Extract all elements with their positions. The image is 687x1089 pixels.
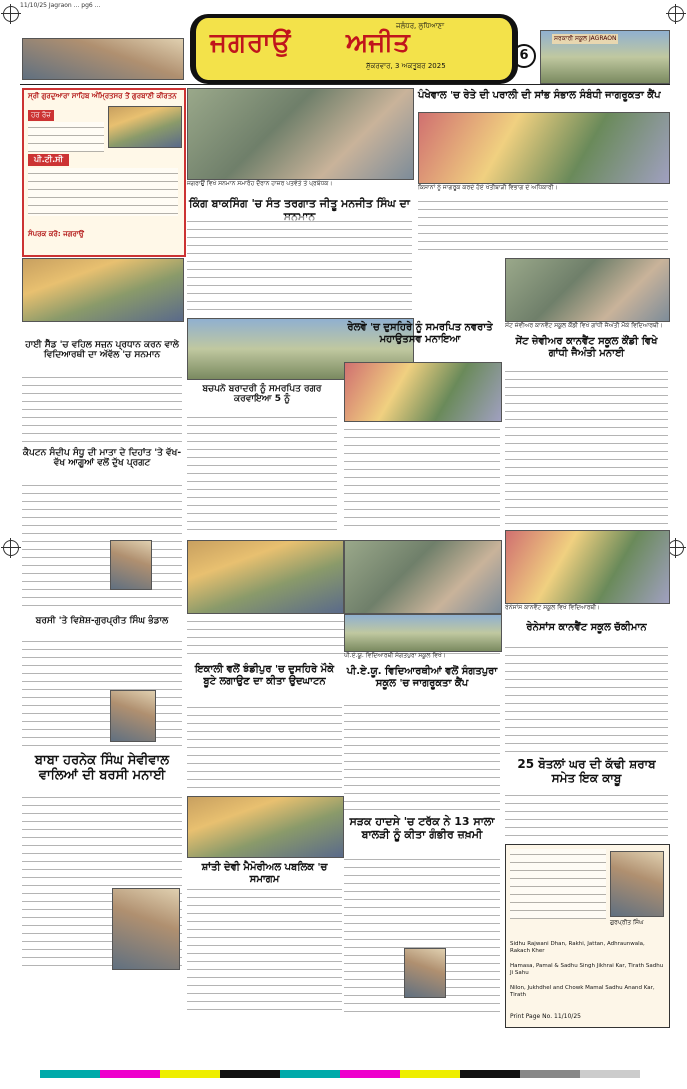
ad-tag: ਪੀ.ਟੀ.ਸੀ xyxy=(28,154,69,166)
masthead-title-left: ਜਗਰਾਉਂ xyxy=(210,28,292,58)
article1-headline: ਕਿੰਗ ਬਾਕਸਿੰਗ 'ਚ ਸੰਤ ਤਰਗਾਤ ਜੀਤੂ ਮਨਜੀਤ ਸਿੰਘ ਦਾ xyxy=(189,197,410,210)
article15-text xyxy=(187,884,342,1014)
article1-caption: ਜਗਰਾਉਂ ਵਿਖੇ ਸਨਮਾਨ ਸਮਾਰੋਹ ਦੌਰਾਨ ਹਾਜ਼ਰ ਪਤਵੰਤੇ ਤੇ ਪ੍ਰਬੰਧਕ। xyxy=(187,180,333,187)
article12-portrait xyxy=(112,888,180,970)
masthead-date: ਸ਼ੁੱਕਰਵਾਰ, 3 ਅਕਤੂਬਰ 2025 xyxy=(366,62,446,70)
article13-headline: 25 ਬੋਤਲਾਂ ਘਰ ਦੀ ਕੱਢੀ ਸ਼ਰਾਬ ਸਮੇਤ ਇਕ ਕਾਬੂ xyxy=(517,757,656,785)
article3-headline: ਹਾਈ ਸੈੱਡ 'ਚ ਵਹਿਲ ਸਜ਼ਨ ਪ੍ਰਧਾਨ ਕਰਨ ਵਾਲੇ ਵਿਦਿਆਰਥੀ ਦਾ ਅੱਵੱਲ 'ਚ ਸਨਮਾਨ xyxy=(25,340,179,361)
bottom-ad-portrait xyxy=(610,851,664,917)
article10-text xyxy=(344,700,500,810)
article5-text xyxy=(505,366,668,526)
bottom-ad-line2: Sidhu Rajwani Dhan, Rakhi, Jattan, Adhraunwala, Rakach Kher xyxy=(510,941,645,954)
ad-photo xyxy=(108,106,182,148)
center-photo-4 xyxy=(344,540,502,614)
article10-caption: ਪੀ.ਏ.ਯੂ. ਵਿਦਿਆਰਥੀ ਸੰਗਤਪੁਰਾ ਸਕੂਲ ਵਿਖੇ। xyxy=(344,652,446,659)
bottom-ad-footer: Print Page No. 11/10/25 xyxy=(510,1013,581,1020)
center-photo-3 xyxy=(187,540,344,614)
page-number: 6 xyxy=(512,44,536,68)
article6-text xyxy=(22,480,182,610)
article2-photo xyxy=(418,112,670,184)
registration-mark-top-right xyxy=(668,6,684,22)
masthead-title-right: ਅਜੀਤ xyxy=(346,28,410,58)
article11-caption: ਰੇਨੇਸਾਂਸ ਕਾਨਵੈਂਟ ਸਕੂਲ ਵਿਖੇ ਵਿਦਿਆਰਥੀ। xyxy=(505,604,601,611)
center-photo-5 xyxy=(187,796,344,858)
article7-headline: ਬਚਪਨੋ ਬਰਾਦਰੀ ਨੂੰ ਸਮਰਪਿਤ ਰਗਰ ਕਰਵਾਇਆ 5 ਨੂੰ xyxy=(202,384,322,405)
masthead-tagline: ਜਲੰਧਰ, ਲੁਧਿਆਣਾ xyxy=(396,22,445,30)
gurbani-ad xyxy=(22,88,186,257)
article11-headline: ਰੇਨੇਸਾਂਸ ਕਾਨਵੈਂਟ ਸਕੂਲ ਚੱਕੀਮਾਨ xyxy=(526,622,647,633)
article2-headline: ਪੰਖੇਵਾਲ 'ਚ ਰੇਤੇ ਦੀ ਪਰਾਲੀ ਦੀ ਸਾਂਭ ਸੰਭਾਲ ਸੰਬੰਧੀ ਜਾਗਰੂਕਤਾ ਕੈਂਪ xyxy=(418,90,661,101)
article9-portrait xyxy=(110,690,156,742)
article11-photo xyxy=(505,530,670,604)
bottom-ad-text xyxy=(510,849,606,919)
article11-text xyxy=(505,642,668,752)
registration-mark-right xyxy=(668,540,684,556)
article1-text xyxy=(187,216,412,316)
article4-photo xyxy=(344,362,502,422)
bottom-ad xyxy=(505,844,670,1028)
article14-headline: ਸੜਕ ਹਾਦਸੇ 'ਚ ਟਰੱਕ ਨੇ 13 ਸਾਲਾ ਬਾਲੜੀ ਨੂੰ ਕੀਤਾ ਗੰਭੀਰ ਜ਼ਖ਼ਮੀ xyxy=(349,815,495,841)
ad-footer: ਸੰਪਰਕ ਕਰੋ: ਜਗਰਾਉਂ xyxy=(28,230,84,238)
article6-headline: ਕੈਪਟਨ ਸੰਦੀਪ ਸੰਧੂ ਦੀ ਮਾਤਾ ਦੇ ਦਿਹਾਂਤ 'ਤੇ ਵੱਖ-ਵੱਖ ਆਗੂਆਂ ਵਲੋਂ ਦੁੱਖ ਪ੍ਰਗਟ xyxy=(22,448,182,469)
article2-text xyxy=(418,196,668,256)
article5-photo xyxy=(505,258,670,322)
color-bar xyxy=(40,1070,640,1078)
ad-body-text-2 xyxy=(28,168,178,216)
registration-mark-left xyxy=(3,540,19,556)
article4-text xyxy=(344,424,500,532)
left-photo-1 xyxy=(22,258,184,322)
article15-headline: ਸ਼ਾਂਤੀ ਦੇਵੀ ਮੈਮੋਰੀਅਲ ਪਬਲਿਕ 'ਚ ਸਮਾਗਮ xyxy=(201,862,328,885)
bottom-ad-name: ਗੁਰਪ੍ਰੀਤ ਸਿੰਘ xyxy=(610,919,644,926)
bottom-ad-line4: Nilon, Jukhdhel and Chowk Mamal Sadhu Anand Kar, Tirath xyxy=(510,985,655,998)
masthead-photo-left xyxy=(22,38,184,80)
masthead-right-photo-label: ਸਰਕਾਰੀ ਸਕੂਲ JAGRAON xyxy=(554,35,617,42)
article12-headline: ਬਾਬਾ ਹਰਨੇਕ ਸਿੰਘ ਸੇਵੀਵਾਲ ਵਾਲਿਆਂ ਦੀ ਬਰਸੀ ਮਨਾਈ xyxy=(34,753,170,783)
ad-subtitle: ਹਰ ਰੋਜ਼ xyxy=(28,110,54,121)
masthead-divider xyxy=(20,84,670,85)
ad-body-text xyxy=(28,122,104,152)
article8-headline: ਇਕਾਲੀ ਵਲੋਂ ਝੰਡੀਪੁਰ 'ਚ ਦੁਸਹਿਰੇ ਮੌਕੇ ਬੂਟੇ ਲਗਾਉਣ ਦਾ ਕੀਤਾ ਉਦਘਾਟਨ xyxy=(194,664,335,687)
print-topline: 11/10/25 Jagraon ... pg6 ... xyxy=(20,2,101,9)
article13-text xyxy=(505,790,668,840)
bottom-ad-line3: Hamasa, Pamal & Sadhu Singh Jikhrai Kar, Tirath Sadhu Ji Sahu xyxy=(510,963,664,976)
ad-title: ਸ੍ਰੀ ਗੁਰਦੁਆਰਾ ਸਾਹਿਬ ਅੰਮ੍ਰਿਤਸਰ ਤੋਂ ਗੁਰਬਾਣੀ ਕੀਰਤਨ xyxy=(28,92,177,100)
article6-portrait xyxy=(110,540,152,590)
article10-headline: ਪੀ.ਏ.ਯੂ. ਵਿਦਿਆਰਥੀਆਂ ਵਲੋਂ ਸੰਗਤਪੁਰਾ ਸਕੂਲ 'ਚ ਜਾਗਰੂਕਤਾ ਕੈਂਪ xyxy=(346,666,498,689)
article3-text xyxy=(22,372,182,444)
registration-mark-top-left xyxy=(3,6,19,22)
article1-photo xyxy=(187,88,414,180)
article9-headline: ਬਰਸੀ 'ਤੇ ਵਿਸ਼ੇਸ਼-ਗੁਰਪ੍ਰੀਤ ਸਿੰਘ ਭੰਡਾਲ xyxy=(35,616,169,626)
article10-photo xyxy=(344,614,502,652)
article2-caption: ਕਿਸਾਨਾਂ ਨੂੰ ਜਾਗਰੂਕ ਕਰਦੇ ਹੋਏ ਖੇਤੀਬਾੜੀ ਵਿਭਾਗ ਦੇ ਅਧਿਕਾਰੀ। xyxy=(418,184,558,191)
article7-text xyxy=(187,412,337,532)
masthead xyxy=(190,14,518,84)
article8-text xyxy=(187,702,342,792)
article9-text xyxy=(22,636,182,746)
article14-portrait xyxy=(404,948,446,998)
article5-headline: ਸੇਂਟ ਜ਼ੇਵੀਅਰ ਕਾਨਵੈਂਟ ਸਕੂਲ ਕੌਂਡੀ ਵਿਖੇ ਗਾਂਧੀ ਜੈਅੰਤੀ ਮਨਾਈ xyxy=(515,336,658,359)
article5-caption: ਸੇਂਟ ਜ਼ੇਵੀਅਰ ਕਾਨਵੈਂਟ ਸਕੂਲ ਕੌਂਡੀ ਵਿਖੇ ਗਾਂਧੀ ਜੈਅੰਤੀ ਮੌਕੇ ਵਿਦਿਆਰਥੀ। xyxy=(505,322,663,329)
article4-headline: ਰੇਲਵੇ 'ਚ ਦੁਸਹਿਰੇ ਨੂੰ ਸਮਰਪਿਤ ਨਵਰਾਤੇ ਮਹਾਉਤਸਵ ਮਨਾਇਆ xyxy=(347,322,493,345)
